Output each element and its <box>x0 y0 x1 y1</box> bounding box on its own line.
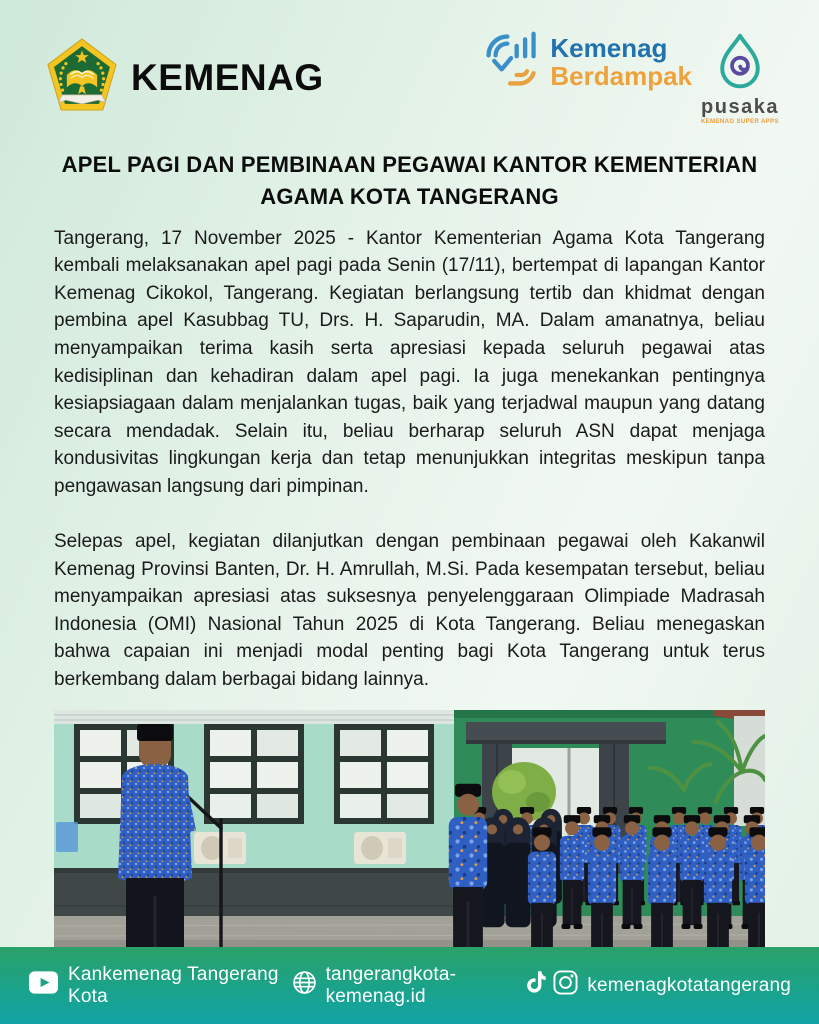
pusaka-droplet-icon <box>718 33 762 96</box>
title-line-1: APEL PAGI DAN PEMBINAAN PEGAWAI KANTOR KEMENTERIAN <box>61 152 758 177</box>
paragraph-2: Selepas apel, kegiatan dilanjutkan dengan pembinaan pegawai oleh Kakanwil Kemenag Provinsi Banten, Dr. H. Amrullah, M.Si. Pada kesempatan tersebut, beliau menyampaikan apresiasi atas suksesnya penyelenggaraan Olimpiade Madrasah Indonesia (OMI) Nasional Tahun 2025 di Kota Tangerang. Beliau menegaskan bahwa capaian ini menjadi modal penting bagi Kota Tangerang untuk terus berkembang dalam berbagai bidang lainnya. <box>54 531 765 690</box>
footer-social <box>527 970 791 1002</box>
footer-youtube-label: Kankemenag Tangerang Kota <box>68 963 279 1007</box>
paragraph-1: Tangerang, 17 November 2025 - Kantor Kementerian Agama Kota Tangerang kembali melaksanakan apel pagi pada Senin (17/11), bertempat di lapangan Kantor Kemenag Cikokol, Tangerang. Kegiatan berlangsung tertib dan khidmat dengan pembina apel Kasubbag TU, Drs. H. Saparudin, MA. Dalam amanatnya, beliau menyampaikan terima kasih serta apresiasi kepada seluruh pegawai atas kedisiplinan dan kehadiran dalam apel pagi. Ia juga menekankan pentingnya kesiapsiagaan dalam menjalankan tugas, baik yang terjadwal maupun yang datang secara mendadak. Selain itu, beliau berharap seluruh ASN dapat menjaga kondusivitas lingkungan kerja dan tetap menunjukkan integritas meskipun tanpa pengawasan langsung dari pimpinan. <box>54 227 765 497</box>
pusaka-logo <box>701 33 779 125</box>
berdampak-line2: Berdampak <box>550 60 692 91</box>
berdampak-line1: Kemenag <box>550 33 668 64</box>
footer-website <box>292 964 528 1008</box>
footer-website-label: tangerangkota-kemenag.id <box>325 963 457 1007</box>
article-title <box>62 149 758 213</box>
article-body <box>0 213 819 694</box>
globe-icon <box>292 970 317 1001</box>
pusaka-name: pusaka <box>701 96 779 118</box>
footer-social-label: kemenagkotatangerang <box>587 974 791 996</box>
youtube-icon <box>28 971 59 1000</box>
kemenag-seal-icon <box>46 36 118 119</box>
kemenag-berdampak-icon <box>482 30 542 95</box>
title-line-2: AGAMA KOTA TANGERANG <box>260 183 559 209</box>
tiktok-icon <box>527 970 549 1002</box>
footer-youtube <box>28 964 292 1008</box>
header-logos <box>482 30 779 125</box>
instagram-icon <box>553 970 578 1001</box>
kemenag-berdampak-logo <box>482 30 692 95</box>
footer-bar <box>0 947 819 1024</box>
brand-name: KEMENAG <box>131 56 324 98</box>
header <box>0 0 819 125</box>
brand <box>46 36 324 119</box>
pusaka-subtitle: KEMENAG SUPER APPS <box>701 119 779 125</box>
kemenag-berdampak-wordmark <box>550 35 692 89</box>
morning-assembly-photo <box>54 710 765 976</box>
